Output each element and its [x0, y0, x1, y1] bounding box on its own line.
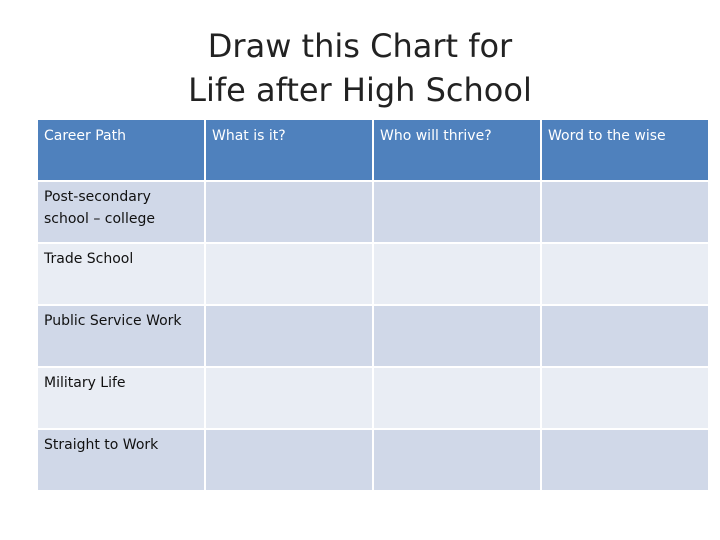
table-row	[37, 243, 709, 305]
cell-empty	[373, 305, 541, 367]
header-who-will-thrive: Who will thrive?	[373, 119, 541, 181]
cell-empty	[205, 429, 373, 491]
cell-empty	[205, 305, 373, 367]
table-row	[37, 181, 709, 243]
header-word-to-the-wise: Word to the wise	[541, 119, 709, 181]
cell-empty	[541, 181, 709, 243]
cell-empty	[373, 367, 541, 429]
cell-empty	[373, 429, 541, 491]
slide-title	[0, 24, 720, 112]
cell-empty	[205, 367, 373, 429]
table-row	[37, 429, 709, 491]
row-label-straight-to-work: Straight to Work	[37, 429, 205, 491]
table-row	[37, 367, 709, 429]
cell-empty	[541, 429, 709, 491]
slide-title-line-1: Draw this Chart for	[207, 27, 513, 65]
slide-title-line-2: Life after High School	[188, 71, 532, 109]
row-label-public-service: Public Service Work	[37, 305, 205, 367]
cell-empty	[541, 305, 709, 367]
table-row	[37, 305, 709, 367]
table-header-row	[37, 119, 709, 181]
row-label-post-secondary: Post-secondary school – college	[37, 181, 205, 243]
cell-empty	[541, 243, 709, 305]
row-label-military-life: Military Life	[37, 367, 205, 429]
cell-empty	[205, 181, 373, 243]
cell-empty	[373, 181, 541, 243]
row-label-trade-school: Trade School	[37, 243, 205, 305]
cell-empty	[205, 243, 373, 305]
career-chart-table	[36, 118, 710, 492]
cell-empty	[373, 243, 541, 305]
cell-empty	[541, 367, 709, 429]
header-career-path: Career Path	[37, 119, 205, 181]
header-what-is-it: What is it?	[205, 119, 373, 181]
